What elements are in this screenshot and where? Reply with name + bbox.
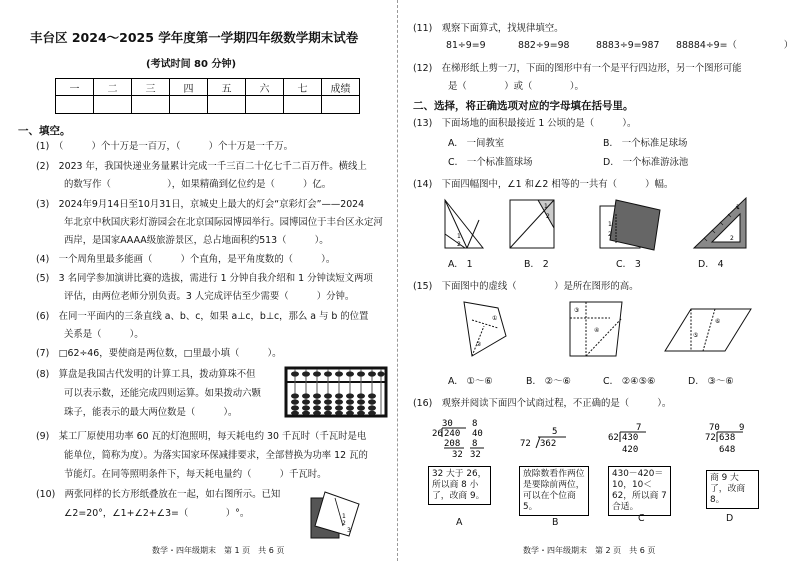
score-header: 五: [208, 79, 246, 96]
score-cell[interactable]: [94, 96, 132, 114]
section-choice-title: 二、选择，将正确选项对应的字母填在括号里。: [413, 100, 634, 112]
svg-text:638: 638: [719, 433, 736, 443]
q15-option-b: B. ②～⑥: [526, 376, 571, 387]
q16-note-a: 32 大于 26，所以商 8 小了，改商 9。: [428, 466, 491, 505]
svg-text:62: 62: [608, 433, 619, 443]
score-cell[interactable]: [132, 96, 170, 114]
svg-text:2: 2: [342, 520, 346, 527]
question-8-line1: (8) 算盘是我国古代发明的计算工具，拨动算珠不但: [36, 369, 256, 380]
question-2-line1: (2) 2023 年，我国快递业务量累计完成一千三百二十亿七千二百万件。横线上: [36, 161, 367, 172]
score-header: 七: [284, 79, 322, 96]
q16-label-c: C: [638, 513, 645, 524]
q15-option-c: C. ②④⑤⑥: [603, 376, 656, 387]
svg-text:208: 208: [444, 439, 461, 449]
question-9-line2: 能单位，简称为度）。为落实国家环保减排要求，全部替换为功率 12 瓦的: [64, 450, 368, 461]
q16-note-b: 放除数看作两位是要除前两位，可以在个位商 5。: [519, 466, 589, 516]
question-15: (15) 下面图中的虚线（ ）是所在图形的高。: [413, 281, 639, 292]
score-header: 三: [132, 79, 170, 96]
exam-time: (考试时间 80 分钟): [146, 59, 237, 70]
abacus-figure: [285, 367, 387, 417]
score-header: 六: [246, 79, 284, 96]
svg-text:2: 2: [546, 213, 550, 220]
section-fill-title: 一、填空。: [18, 125, 71, 137]
question-10-line2: ∠2=20°，∠1+∠2+∠3=（ ）°。: [64, 508, 250, 519]
q14-option-c: C. 3: [616, 259, 641, 270]
q14-figure-c: [598, 196, 668, 252]
svg-text:2: 2: [608, 231, 612, 238]
question-10-line1: (10) 两张同样的长方形纸叠放在一起，如右图所示。已知: [36, 489, 281, 500]
q16-note-d: 商 9 大了，改商 8。: [706, 470, 759, 509]
question-3-line3: 西岸，是国家AAAA级旅游景区，总占地面积约513（ ）。: [64, 235, 329, 246]
svg-text:362: 362: [540, 439, 557, 449]
q16-label-a: A: [456, 517, 463, 528]
overlapping-rectangles-figure: [305, 488, 365, 540]
svg-text:72: 72: [705, 433, 716, 443]
q14-figure-d: [690, 196, 750, 252]
score-table: [55, 78, 360, 114]
svg-text:40: 40: [472, 429, 483, 439]
svg-text:2: 2: [457, 241, 461, 248]
question-14: (14) 下面四幅图中，∠1 和∠2 相等的一共有（ ）幅。: [413, 179, 674, 190]
q16-label-b: B: [552, 517, 559, 528]
q16-division-a: [430, 417, 490, 463]
q15-option-a: A. ①～⑥: [448, 376, 493, 387]
question-7: (7) □62÷46，要使商是两位数，□里最小填（ ）。: [36, 348, 282, 359]
score-cell[interactable]: [170, 96, 208, 114]
svg-text:240: 240: [444, 429, 461, 439]
svg-text:8: 8: [472, 419, 478, 429]
question-5-line1: (5) 3 名同学参加演讲比赛的选拔，需进行 1 分钟自我介绍和 1 分钟读短文两项: [36, 273, 373, 284]
question-12-line2: 是（ ）或（ ）。: [448, 81, 584, 92]
q16-division-b: [518, 422, 578, 458]
svg-text:420: 420: [622, 445, 639, 455]
question-8-line2: 可以表示数，还能完成四则运算。如果拨动六颗: [64, 388, 261, 399]
svg-text:32: 32: [470, 450, 481, 460]
svg-text:⑤: ⑤: [693, 332, 699, 339]
q15-figure-trapezoid: [566, 298, 626, 360]
question-16: (16) 观察并阅读下面四个试商过程，不正确的是（ ）。: [413, 398, 672, 409]
svg-text:648: 648: [719, 445, 736, 455]
score-cell[interactable]: [56, 96, 94, 114]
q11-equation-3: 8883÷9=987: [596, 40, 660, 51]
svg-text:32: 32: [452, 450, 463, 460]
svg-text:1: 1: [736, 204, 740, 211]
score-cell[interactable]: [246, 96, 284, 114]
question-3-line2: 年北京中秋国庆彩灯游园会在北京国际园博园举行。园博园位于丰台区永定河: [64, 217, 383, 228]
svg-text:1: 1: [544, 203, 548, 210]
svg-text:3: 3: [347, 527, 351, 534]
svg-text:72: 72: [520, 439, 531, 449]
question-9-line1: (9) 某工厂原使用功率 60 瓦的灯泡照明，每天耗电约 30 千瓦时（千瓦时是电: [36, 431, 367, 442]
score-cell[interactable]: [322, 96, 360, 114]
svg-text:70: 70: [709, 423, 720, 433]
right-page: [397, 0, 794, 561]
question-8-line3: 珠子，能表示的最大两位数是（ ）。: [64, 407, 238, 418]
question-6-line2: 关系是（ ）。: [64, 329, 144, 340]
score-header: 成绩: [322, 79, 360, 96]
question-12-line1: (12) 在梯形纸上剪一刀，下面的图形中有一个是平行四边形，另一个图形可能: [413, 63, 742, 74]
q15-figure-parallelogram: [663, 305, 753, 355]
q15-figure-rhombus: [458, 298, 510, 360]
q16-note-c: 430－420＝10，10＜62，所以商 7 合适。: [608, 466, 671, 516]
svg-text:1: 1: [608, 221, 612, 228]
svg-text:7: 7: [636, 423, 642, 433]
question-5-line2: 评估，由两位老师分别负责。3 人完成评估至少需要（ ）分钟。: [64, 291, 355, 302]
svg-text:8: 8: [472, 439, 478, 449]
svg-text:430: 430: [622, 433, 639, 443]
score-header: 二: [94, 79, 132, 96]
q14-option-b: B. 2: [524, 259, 549, 270]
q16-division-d: [703, 422, 759, 462]
question-9-line3: 节能灯。在同等照明条件下，每天耗电量约（ ）千瓦时。: [64, 469, 327, 480]
question-13: (13) 下面场地的面积最接近 1 公顷的是（ ）。: [413, 118, 637, 129]
svg-text:26: 26: [432, 429, 443, 439]
svg-text:5: 5: [552, 427, 558, 437]
svg-text:30: 30: [442, 419, 453, 429]
q13-option-d: D. 一个标准游泳池: [603, 157, 689, 168]
q14-figure-b: [508, 198, 558, 250]
score-cell[interactable]: [284, 96, 322, 114]
page-2-footer: 数学・四年级期末 第 2 页 共 6 页: [523, 546, 656, 555]
page-1-footer: 数学・四年级期末 第 1 页 共 6 页: [152, 546, 285, 555]
question-4: (4) 一个周角里最多能画（ ）个直角，是平角度数的（ ）。: [36, 254, 336, 265]
svg-text:2: 2: [730, 235, 734, 242]
q14-option-a: A. 1: [448, 259, 473, 270]
q15-option-d: D. ③～⑥: [688, 376, 734, 387]
svg-text:④: ④: [594, 327, 600, 334]
svg-text:1: 1: [457, 233, 461, 240]
question-6-line1: (6) 在同一平面内的三条直线 a、b、c，如果 a⊥c，b⊥c，那么 a 与 b 的位置: [36, 311, 369, 322]
q11-equation-4: 88884÷9=（ ）: [676, 40, 794, 51]
exam-title: 丰台区 2024～2025 学年度第一学期四年级数学期末试卷: [30, 30, 359, 45]
q14-figure-a: [443, 198, 485, 250]
q16-label-d: D: [726, 513, 734, 524]
score-header: 四: [170, 79, 208, 96]
q13-option-a: A. 一间教室: [448, 138, 505, 149]
svg-text:③: ③: [574, 307, 580, 314]
q13-option-c: C. 一个标准篮球场: [448, 157, 533, 168]
question-2-line2: 的数写作（ ），如果精确到亿位约是（ ）亿。: [64, 179, 332, 190]
svg-text:9: 9: [739, 423, 745, 433]
svg-text:①: ①: [492, 315, 498, 322]
question-11: (11) 观察下面算式，找规律填空。: [413, 23, 564, 34]
question-3-line1: (3) 2024年9月14日至10月31日，京城史上最大的灯会“京彩灯会”——2024: [36, 199, 365, 210]
q11-equation-1: 81÷9=9: [446, 40, 486, 51]
svg-text:1: 1: [342, 513, 346, 520]
svg-text:⑥: ⑥: [715, 318, 721, 325]
score-header: 一: [56, 79, 94, 96]
question-1: (1) （ ）个十万是一百万，（ ）个十万是一千万。: [36, 141, 294, 152]
q11-equation-2: 882÷9=98: [518, 40, 570, 51]
score-cell[interactable]: [208, 96, 246, 114]
svg-text:②: ②: [476, 341, 482, 348]
q13-option-b: B. 一个标准足球场: [603, 138, 688, 149]
q14-option-d: D. 4: [698, 259, 724, 270]
q16-division-c: [606, 422, 662, 462]
